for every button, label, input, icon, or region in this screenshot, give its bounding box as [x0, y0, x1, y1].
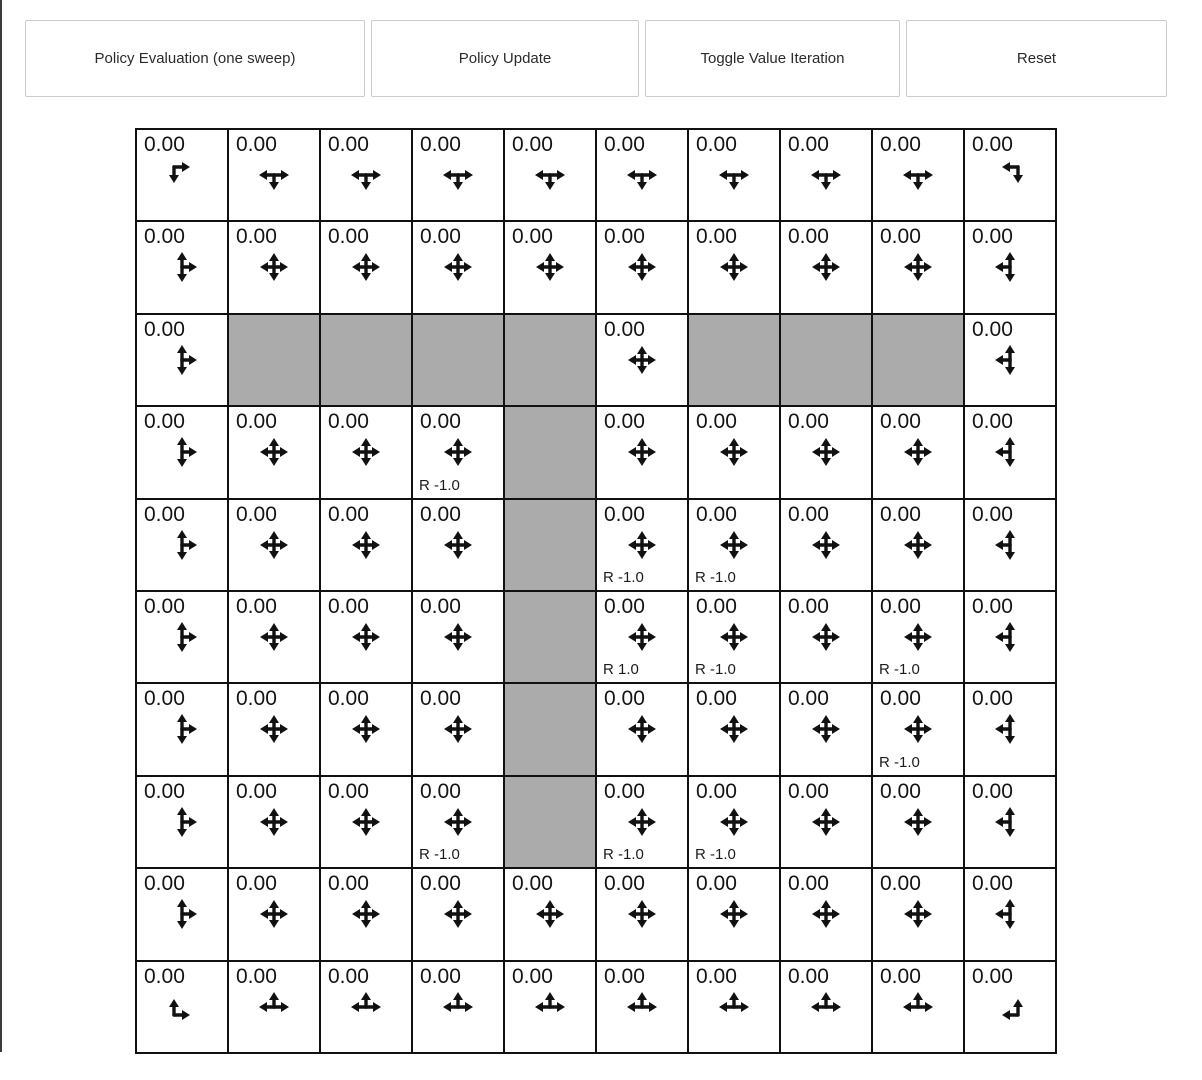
policy-arrows-icon — [715, 248, 753, 286]
policy-evaluation-button[interactable]: Policy Evaluation (one sweep) — [25, 20, 365, 97]
grid-cell[interactable] — [320, 591, 412, 683]
grid-cell[interactable] — [412, 499, 504, 591]
grid-cell[interactable] — [688, 683, 780, 775]
policy-arrows-icon — [899, 526, 937, 564]
reward-label: R -1.0 — [695, 568, 736, 586]
grid-cell[interactable] — [136, 961, 228, 1053]
policy-update-button[interactable]: Policy Update — [371, 20, 639, 97]
cell-value: 0.00 — [144, 133, 185, 156]
grid-cell[interactable] — [964, 961, 1056, 1053]
policy-arrows-icon — [623, 895, 661, 933]
grid-cell[interactable] — [780, 406, 872, 498]
grid-cell[interactable] — [228, 961, 320, 1053]
grid-cell[interactable] — [136, 776, 228, 868]
cell-value: 0.00 — [696, 687, 737, 711]
cell-value: 0.00 — [328, 594, 369, 618]
wall-cell[interactable] — [504, 591, 596, 683]
policy-arrows-icon — [715, 526, 753, 564]
cell-value: 0.00 — [696, 133, 737, 156]
cell-value: 0.00 — [972, 317, 1013, 341]
policy-arrows-icon — [531, 248, 569, 286]
cell-value: 0.00 — [880, 964, 921, 988]
grid-cell[interactable] — [596, 683, 688, 775]
policy-arrows-icon — [347, 526, 385, 564]
cell-value: 0.00 — [972, 779, 1013, 803]
grid-cell[interactable] — [136, 868, 228, 960]
grid-cell[interactable] — [136, 406, 228, 498]
grid-cell[interactable] — [412, 776, 504, 868]
cell-value: 0.00 — [972, 502, 1013, 526]
cell-value: 0.00 — [420, 410, 461, 434]
cell-value: 0.00 — [696, 779, 737, 803]
cell-value: 0.00 — [144, 594, 185, 618]
cell-value: 0.00 — [880, 225, 921, 249]
cell-value: 0.00 — [972, 872, 1013, 896]
grid-cell[interactable] — [504, 129, 596, 221]
cell-value: 0.00 — [604, 964, 645, 988]
grid-cell[interactable] — [228, 776, 320, 868]
grid-cell[interactable] — [780, 129, 872, 221]
cell-value: 0.00 — [604, 317, 645, 341]
cell-value: 0.00 — [788, 594, 829, 618]
cell-value: 0.00 — [880, 410, 921, 434]
cell-value: 0.00 — [144, 502, 185, 526]
grid-cell[interactable] — [688, 591, 780, 683]
grid-cell[interactable] — [596, 314, 688, 406]
grid-cell[interactable] — [780, 961, 872, 1053]
policy-arrows-icon — [439, 248, 477, 286]
cell-value: 0.00 — [604, 225, 645, 249]
cell-value: 0.00 — [328, 872, 369, 896]
cell-value: 0.00 — [420, 687, 461, 711]
policy-arrows-icon — [991, 341, 1029, 379]
cell-value: 0.00 — [236, 964, 277, 988]
policy-arrows-icon — [623, 618, 661, 656]
grid-cell[interactable] — [320, 683, 412, 775]
policy-arrows-icon — [623, 156, 661, 194]
policy-arrows-icon — [439, 156, 477, 194]
policy-arrows-icon — [347, 895, 385, 933]
grid-cell[interactable] — [596, 129, 688, 221]
policy-arrows-icon — [991, 988, 1029, 1026]
policy-arrows-icon — [715, 156, 753, 194]
grid-cell[interactable] — [320, 776, 412, 868]
gridworld-grid — [135, 128, 1057, 1054]
cell-value: 0.00 — [972, 687, 1013, 711]
wall-cell[interactable] — [504, 314, 596, 406]
policy-arrows-icon — [623, 248, 661, 286]
cell-value: 0.00 — [328, 964, 369, 988]
policy-arrows-icon — [715, 710, 753, 748]
cell-value: 0.00 — [696, 594, 737, 618]
reward-label: R -1.0 — [879, 753, 920, 771]
policy-arrows-icon — [807, 433, 845, 471]
policy-arrows-icon — [899, 988, 937, 1026]
cell-value: 0.00 — [696, 225, 737, 249]
wall-cell[interactable] — [320, 314, 412, 406]
policy-arrows-icon — [899, 895, 937, 933]
cell-value: 0.00 — [328, 225, 369, 249]
policy-arrows-icon — [623, 341, 661, 379]
cell-value: 0.00 — [972, 133, 1013, 156]
policy-arrows-icon — [255, 803, 293, 841]
grid-cell[interactable] — [412, 868, 504, 960]
grid-cell[interactable] — [320, 406, 412, 498]
grid-cell[interactable] — [596, 406, 688, 498]
policy-arrows-icon — [531, 895, 569, 933]
cell-value: 0.00 — [788, 687, 829, 711]
cell-value: 0.00 — [420, 133, 461, 156]
cell-value: 0.00 — [236, 410, 277, 434]
policy-arrows-icon — [347, 433, 385, 471]
grid-cell[interactable] — [688, 406, 780, 498]
policy-arrows-icon — [991, 710, 1029, 748]
cell-value: 0.00 — [144, 872, 185, 896]
policy-arrows-icon — [715, 895, 753, 933]
policy-arrows-icon — [623, 710, 661, 748]
cell-value: 0.00 — [236, 872, 277, 896]
cell-value: 0.00 — [604, 687, 645, 711]
grid-cell[interactable] — [688, 868, 780, 960]
policy-arrows-icon — [163, 895, 201, 933]
policy-arrows-icon — [347, 710, 385, 748]
cell-value: 0.00 — [512, 133, 553, 156]
grid-cell[interactable] — [964, 591, 1056, 683]
cell-value: 0.00 — [236, 779, 277, 803]
reward-label: R -1.0 — [603, 846, 644, 864]
grid-cell[interactable] — [872, 683, 964, 775]
reward-label: R -1.0 — [419, 476, 460, 494]
policy-arrows-icon — [899, 618, 937, 656]
cell-value: 0.00 — [512, 225, 553, 249]
wall-cell[interactable] — [504, 406, 596, 498]
grid-cell[interactable] — [136, 314, 228, 406]
grid-cell[interactable] — [228, 591, 320, 683]
cell-value: 0.00 — [972, 225, 1013, 249]
grid-cell[interactable] — [136, 129, 228, 221]
policy-arrows-icon — [255, 710, 293, 748]
wall-cell[interactable] — [780, 314, 872, 406]
policy-arrows-icon — [347, 156, 385, 194]
policy-arrows-icon — [807, 618, 845, 656]
grid-cell[interactable] — [872, 776, 964, 868]
grid-cell[interactable] — [872, 406, 964, 498]
grid-cell[interactable] — [596, 591, 688, 683]
grid-cell[interactable] — [228, 129, 320, 221]
policy-arrows-icon — [163, 341, 201, 379]
grid-cell[interactable] — [136, 591, 228, 683]
cell-value: 0.00 — [604, 872, 645, 896]
cell-value: 0.00 — [788, 872, 829, 896]
cell-value: 0.00 — [788, 964, 829, 988]
grid-cell[interactable] — [964, 221, 1056, 313]
policy-arrows-icon — [623, 526, 661, 564]
grid-cell[interactable] — [964, 776, 1056, 868]
cell-value: 0.00 — [880, 594, 921, 618]
cell-value: 0.00 — [788, 133, 829, 156]
grid-cell[interactable] — [320, 221, 412, 313]
cell-value: 0.00 — [696, 964, 737, 988]
cell-value: 0.00 — [512, 964, 553, 988]
grid-cell[interactable] — [688, 221, 780, 313]
policy-arrows-icon — [899, 156, 937, 194]
wall-cell[interactable] — [228, 314, 320, 406]
cell-value: 0.00 — [328, 502, 369, 526]
grid-cell[interactable] — [228, 868, 320, 960]
window-edge-line — [0, 0, 2, 1052]
policy-arrows-icon — [255, 895, 293, 933]
grid-cell[interactable] — [412, 961, 504, 1053]
cell-value: 0.00 — [236, 594, 277, 618]
cell-value: 0.00 — [880, 502, 921, 526]
grid-cell[interactable] — [872, 591, 964, 683]
cell-value: 0.00 — [236, 502, 277, 526]
grid-cell[interactable] — [596, 868, 688, 960]
cell-value: 0.00 — [880, 133, 921, 156]
policy-arrows-icon — [807, 248, 845, 286]
policy-arrows-icon — [991, 526, 1029, 564]
grid-cell[interactable] — [872, 221, 964, 313]
policy-arrows-icon — [807, 526, 845, 564]
policy-arrows-icon — [991, 618, 1029, 656]
policy-arrows-icon — [807, 156, 845, 194]
grid-cell[interactable] — [504, 221, 596, 313]
grid-cell[interactable] — [780, 868, 872, 960]
policy-arrows-icon — [807, 988, 845, 1026]
policy-arrows-icon — [255, 988, 293, 1026]
cell-value: 0.00 — [972, 964, 1013, 988]
cell-value: 0.00 — [420, 964, 461, 988]
toggle-value-iteration-button[interactable]: Toggle Value Iteration — [645, 20, 900, 97]
cell-value: 0.00 — [880, 687, 921, 711]
policy-arrows-icon — [807, 803, 845, 841]
policy-arrows-icon — [439, 710, 477, 748]
policy-arrows-icon — [255, 433, 293, 471]
cell-value: 0.00 — [420, 594, 461, 618]
cell-value: 0.00 — [604, 779, 645, 803]
policy-arrows-icon — [163, 618, 201, 656]
grid-cell[interactable] — [320, 129, 412, 221]
grid-cell[interactable] — [964, 868, 1056, 960]
cell-value: 0.00 — [420, 872, 461, 896]
policy-arrows-icon — [439, 988, 477, 1026]
policy-arrows-icon — [347, 248, 385, 286]
policy-arrows-icon — [715, 433, 753, 471]
grid-cell[interactable] — [780, 499, 872, 591]
grid-cell[interactable] — [872, 961, 964, 1053]
cell-value: 0.00 — [696, 410, 737, 434]
grid-cell[interactable] — [412, 406, 504, 498]
grid-cell[interactable] — [964, 129, 1056, 221]
policy-arrows-icon — [163, 803, 201, 841]
policy-arrows-icon — [715, 618, 753, 656]
grid-cell[interactable] — [964, 406, 1056, 498]
policy-arrows-icon — [163, 156, 201, 194]
policy-arrows-icon — [163, 433, 201, 471]
cell-value: 0.00 — [144, 225, 185, 249]
policy-arrows-icon — [439, 618, 477, 656]
cell-value: 0.00 — [328, 687, 369, 711]
cell-value: 0.00 — [144, 317, 185, 341]
grid-cell[interactable] — [596, 499, 688, 591]
grid-cell[interactable] — [412, 221, 504, 313]
policy-arrows-icon — [439, 803, 477, 841]
cell-value: 0.00 — [236, 225, 277, 249]
policy-arrows-icon — [255, 156, 293, 194]
policy-arrows-icon — [807, 895, 845, 933]
grid-cell[interactable] — [780, 221, 872, 313]
cell-value: 0.00 — [604, 594, 645, 618]
grid-cell[interactable] — [504, 868, 596, 960]
grid-cell[interactable] — [228, 406, 320, 498]
policy-arrows-icon — [991, 803, 1029, 841]
grid-cell[interactable] — [136, 221, 228, 313]
policy-arrows-icon — [347, 618, 385, 656]
grid-cell[interactable] — [228, 221, 320, 313]
policy-arrows-icon — [163, 526, 201, 564]
grid-cell[interactable] — [504, 961, 596, 1053]
grid-cell[interactable] — [596, 961, 688, 1053]
policy-arrows-icon — [255, 618, 293, 656]
grid-cell[interactable] — [780, 591, 872, 683]
policy-arrows-icon — [899, 803, 937, 841]
cell-value: 0.00 — [512, 872, 553, 896]
grid-cell[interactable] — [412, 683, 504, 775]
grid-cell[interactable] — [136, 499, 228, 591]
policy-arrows-icon — [715, 803, 753, 841]
grid-cell[interactable] — [780, 776, 872, 868]
cell-value: 0.00 — [972, 594, 1013, 618]
reward-label: R 1.0 — [603, 661, 639, 679]
reset-button[interactable]: Reset — [906, 20, 1167, 97]
cell-value: 0.00 — [328, 133, 369, 156]
grid-cell[interactable] — [964, 499, 1056, 591]
cell-value: 0.00 — [696, 872, 737, 896]
reward-label: R -1.0 — [879, 661, 920, 679]
toolbar — [25, 20, 1167, 97]
policy-arrows-icon — [255, 526, 293, 564]
cell-value: 0.00 — [788, 502, 829, 526]
policy-arrows-icon — [439, 433, 477, 471]
cell-value: 0.00 — [236, 687, 277, 711]
policy-arrows-icon — [991, 433, 1029, 471]
policy-arrows-icon — [531, 156, 569, 194]
cell-value: 0.00 — [144, 410, 185, 434]
cell-value: 0.00 — [880, 872, 921, 896]
grid-cell[interactable] — [688, 129, 780, 221]
grid-cell[interactable] — [320, 868, 412, 960]
grid-cell[interactable] — [412, 129, 504, 221]
policy-arrows-icon — [439, 895, 477, 933]
policy-arrows-icon — [163, 710, 201, 748]
policy-arrows-icon — [439, 526, 477, 564]
policy-arrows-icon — [715, 988, 753, 1026]
grid-cell[interactable] — [688, 499, 780, 591]
cell-value: 0.00 — [144, 779, 185, 803]
policy-arrows-icon — [899, 710, 937, 748]
grid-cell[interactable] — [872, 129, 964, 221]
grid-cell[interactable] — [320, 499, 412, 591]
policy-arrows-icon — [163, 988, 201, 1026]
cell-value: 0.00 — [696, 502, 737, 526]
reward-label: R -1.0 — [695, 846, 736, 864]
grid-cell[interactable] — [228, 499, 320, 591]
cell-value: 0.00 — [328, 779, 369, 803]
cell-value: 0.00 — [420, 779, 461, 803]
cell-value: 0.00 — [236, 133, 277, 156]
reward-label: R -1.0 — [603, 568, 644, 586]
cell-value: 0.00 — [788, 779, 829, 803]
grid-cell[interactable] — [136, 683, 228, 775]
policy-arrows-icon — [163, 248, 201, 286]
policy-arrows-icon — [899, 248, 937, 286]
grid-cell[interactable] — [320, 961, 412, 1053]
policy-arrows-icon — [991, 895, 1029, 933]
cell-value: 0.00 — [604, 133, 645, 156]
cell-value: 0.00 — [420, 502, 461, 526]
grid-cell[interactable] — [688, 776, 780, 868]
grid-cell[interactable] — [872, 868, 964, 960]
policy-arrows-icon — [347, 988, 385, 1026]
grid-cell[interactable] — [412, 591, 504, 683]
cell-value: 0.00 — [144, 687, 185, 711]
policy-arrows-icon — [347, 803, 385, 841]
reward-label: R -1.0 — [419, 846, 460, 864]
policy-arrows-icon — [807, 710, 845, 748]
wall-cell[interactable] — [504, 683, 596, 775]
wall-cell[interactable] — [504, 776, 596, 868]
grid-cell[interactable] — [596, 776, 688, 868]
policy-arrows-icon — [623, 803, 661, 841]
cell-value: 0.00 — [788, 410, 829, 434]
wall-cell[interactable] — [412, 314, 504, 406]
cell-value: 0.00 — [420, 225, 461, 249]
grid-cell[interactable] — [964, 683, 1056, 775]
policy-arrows-icon — [991, 156, 1029, 194]
grid-cell[interactable] — [596, 221, 688, 313]
policy-arrows-icon — [991, 248, 1029, 286]
cell-value: 0.00 — [144, 964, 185, 988]
grid-cell[interactable] — [964, 314, 1056, 406]
grid-cell[interactable] — [688, 961, 780, 1053]
reward-label: R -1.0 — [695, 661, 736, 679]
wall-cell[interactable] — [872, 314, 964, 406]
cell-value: 0.00 — [604, 502, 645, 526]
wall-cell[interactable] — [688, 314, 780, 406]
cell-value: 0.00 — [972, 410, 1013, 434]
grid-cell[interactable] — [780, 683, 872, 775]
policy-arrows-icon — [899, 433, 937, 471]
grid-cell[interactable] — [228, 683, 320, 775]
policy-arrows-icon — [531, 988, 569, 1026]
policy-arrows-icon — [623, 988, 661, 1026]
cell-value: 0.00 — [880, 779, 921, 803]
policy-arrows-icon — [255, 248, 293, 286]
cell-value: 0.00 — [328, 410, 369, 434]
grid-cell[interactable] — [872, 499, 964, 591]
wall-cell[interactable] — [504, 499, 596, 591]
policy-arrows-icon — [623, 433, 661, 471]
cell-value: 0.00 — [788, 225, 829, 249]
cell-value: 0.00 — [604, 410, 645, 434]
